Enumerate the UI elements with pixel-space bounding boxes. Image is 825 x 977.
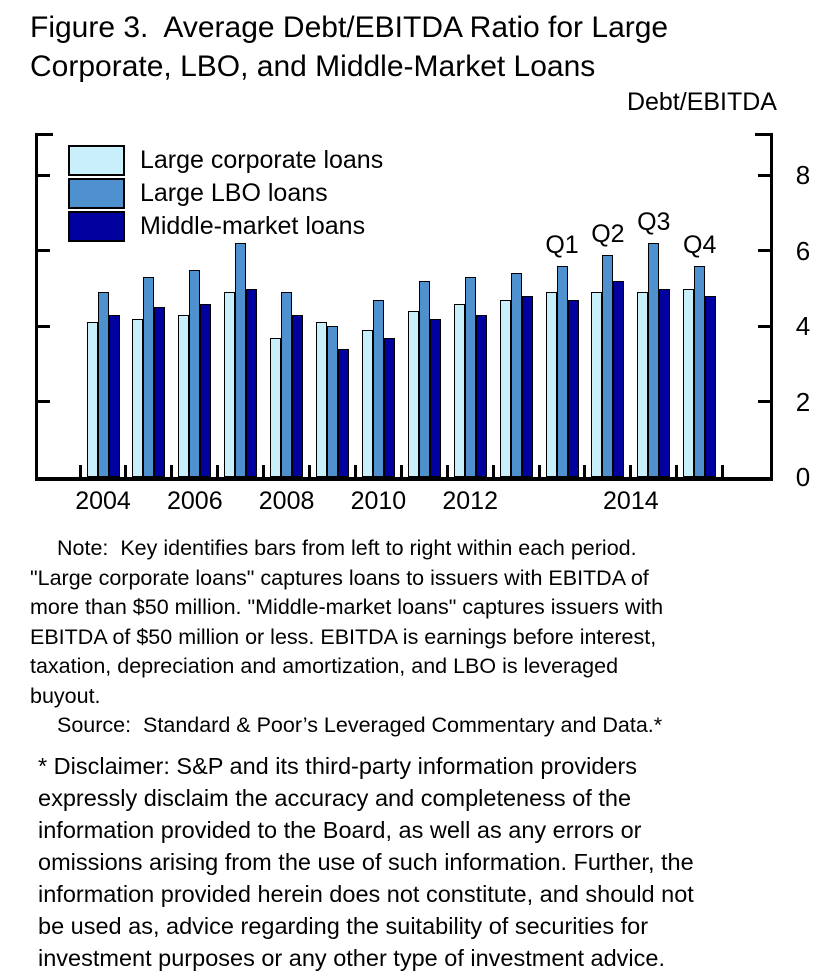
note-line: "Large corporate loans" captures loans to issuers with EBITDA of: [30, 565, 649, 590]
x-axis-year-label: 2014: [603, 487, 659, 515]
y-tick-right: [758, 400, 770, 403]
note-line: taxation, depreciation and amortization, and LBO is leveraged: [30, 654, 619, 678]
note-line: Note: Key identifies bars from left to right within each period.: [57, 536, 637, 560]
y-tick-label: 0: [795, 462, 811, 492]
x-tick: [721, 465, 724, 477]
bar-large-lbo-loans: [143, 277, 154, 477]
x-tick: [308, 465, 311, 477]
bar-middle-market-loans: [292, 315, 303, 477]
y-tick-label: 6: [795, 235, 811, 266]
bar-middle-market-loans: [154, 307, 165, 477]
bar-large-lbo-loans: [602, 255, 613, 477]
disclaimer-line: information provided herein does not constitute, and should not: [38, 881, 694, 907]
bar-large-corporate-loans: [408, 311, 419, 477]
x-tick: [262, 465, 265, 477]
legend-label: Middle-market loans: [140, 212, 366, 240]
bar-large-corporate-loans: [637, 292, 648, 477]
x-tick: [583, 465, 586, 477]
legend-label: Large LBO loans: [140, 179, 328, 207]
note-line: Source: Standard & Poor’s Leveraged Commentary and Data.*: [57, 713, 663, 737]
bar-large-corporate-loans: [178, 315, 189, 477]
bar-large-lbo-loans: [419, 281, 430, 477]
top-right-axis-stub: [755, 133, 773, 136]
y-tick-label: 8: [795, 160, 811, 191]
figure-title-line1: Figure 3. Average Debt/EBITDA Ratio for Large: [30, 11, 669, 44]
legend-label: Large corporate loans: [140, 146, 384, 174]
right-axis-line: [770, 133, 773, 481]
y-tick-label: 4: [795, 311, 811, 342]
bar-large-corporate-loans: [591, 292, 602, 477]
bar-large-lbo-loans: [648, 243, 659, 477]
bar-middle-market-loans: [705, 296, 716, 477]
bar-large-corporate-loans: [270, 338, 281, 477]
y-tick-left: [38, 249, 50, 252]
disclaimer-line: be used as, advice regarding the suitability of securities for: [38, 913, 649, 939]
y-tick-right: [758, 325, 770, 328]
bar-large-lbo-loans: [98, 292, 109, 477]
disclaimer-line: * Disclaimer: S&P and its third-party information providers: [38, 753, 638, 779]
bar-middle-market-loans: [430, 319, 441, 477]
x-tick: [675, 465, 678, 477]
x-tick: [492, 465, 495, 477]
bar-large-corporate-loans: [454, 304, 465, 477]
quarter-annotation: Q1: [545, 230, 579, 259]
x-tick: [354, 465, 357, 477]
legend-swatch: [68, 145, 125, 176]
figure-title-line2: Corporate, LBO, and Middle-Market Loans: [30, 50, 596, 83]
x-axis-year-label: 2004: [75, 487, 131, 515]
figure-title: [30, 8, 668, 86]
bar-middle-market-loans: [384, 338, 395, 477]
legend-swatch: [68, 178, 125, 209]
y-axis-unit-label: Debt/EBITDA: [626, 88, 777, 116]
bar-large-lbo-loans: [557, 266, 568, 477]
x-tick: [400, 465, 403, 477]
disclaimer-line: information provided to the Board, as well as any errors or: [38, 817, 642, 843]
bar-large-lbo-loans: [694, 266, 705, 477]
note-line: EBITDA of $50 million or less. EBITDA is earnings before interest,: [30, 624, 657, 649]
bar-large-lbo-loans: [189, 270, 200, 477]
bar-middle-market-loans: [109, 315, 120, 477]
x-tick: [170, 465, 173, 477]
y-tick-right: [758, 249, 770, 252]
legend-item: [68, 178, 383, 209]
y-tick-left: [38, 325, 50, 328]
disclaimer-line: omissions arising from the use of such information. Further, the: [38, 849, 694, 875]
bar-middle-market-loans: [659, 289, 670, 478]
bar-large-lbo-loans: [465, 277, 476, 477]
bar-middle-market-loans: [613, 281, 624, 477]
x-axis-year-label: 2012: [442, 487, 498, 515]
x-tick: [446, 465, 449, 477]
bar-large-corporate-loans: [500, 300, 511, 477]
x-tick: [538, 465, 541, 477]
quarter-annotation: Q2: [591, 219, 625, 248]
bar-large-corporate-loans: [132, 319, 143, 477]
note-line: buyout.: [30, 683, 101, 708]
disclaimer-line: expressly disclaim the accuracy and completeness of the: [38, 785, 632, 811]
y-tick-right: [758, 174, 770, 177]
bar-middle-market-loans: [246, 289, 257, 478]
legend-swatch: [68, 211, 125, 242]
bar-middle-market-loans: [522, 296, 533, 477]
legend-item: [68, 145, 383, 176]
bar-middle-market-loans: [476, 315, 487, 477]
legend-item: [68, 211, 383, 242]
x-tick: [79, 465, 82, 477]
bar-large-corporate-loans: [362, 330, 373, 477]
disclaimer-line: investment purposes or any other type of investment advice.: [38, 945, 665, 971]
x-axis-year-label: 2008: [258, 487, 315, 515]
bar-large-corporate-loans: [546, 292, 557, 477]
figure-note: [30, 534, 810, 741]
bar-chart-plot-area: [35, 133, 811, 515]
x-tick: [124, 465, 127, 477]
bar-large-lbo-loans: [327, 326, 338, 477]
bottom-axis-line: [35, 477, 773, 481]
bar-large-corporate-loans: [683, 289, 694, 478]
bar-middle-market-loans: [200, 304, 211, 477]
bar-large-lbo-loans: [281, 292, 292, 477]
x-tick: [629, 465, 632, 477]
top-left-axis-stub: [35, 133, 53, 136]
figure-disclaimer: [38, 750, 818, 974]
bar-large-corporate-loans: [224, 292, 235, 477]
x-axis-year-label: 2010: [350, 487, 407, 515]
quarter-annotation: Q3: [637, 208, 671, 237]
bar-large-lbo-loans: [373, 300, 384, 477]
quarter-annotation: Q4: [683, 230, 717, 259]
y-tick-left: [38, 400, 50, 403]
x-tick: [216, 465, 219, 477]
x-axis-year-label: 2006: [166, 487, 223, 515]
bar-large-lbo-loans: [511, 273, 522, 477]
y-tick-label: 2: [795, 386, 811, 417]
left-axis-line: [35, 133, 38, 481]
bar-middle-market-loans: [568, 300, 579, 477]
bar-large-lbo-loans: [235, 243, 246, 477]
note-line: more than $50 million. "Middle-market loans" captures issuers with: [30, 595, 664, 619]
bar-large-corporate-loans: [87, 322, 98, 477]
chart-legend: [68, 145, 383, 244]
bar-middle-market-loans: [338, 349, 349, 477]
y-tick-left: [38, 174, 50, 177]
bar-large-corporate-loans: [316, 322, 327, 477]
